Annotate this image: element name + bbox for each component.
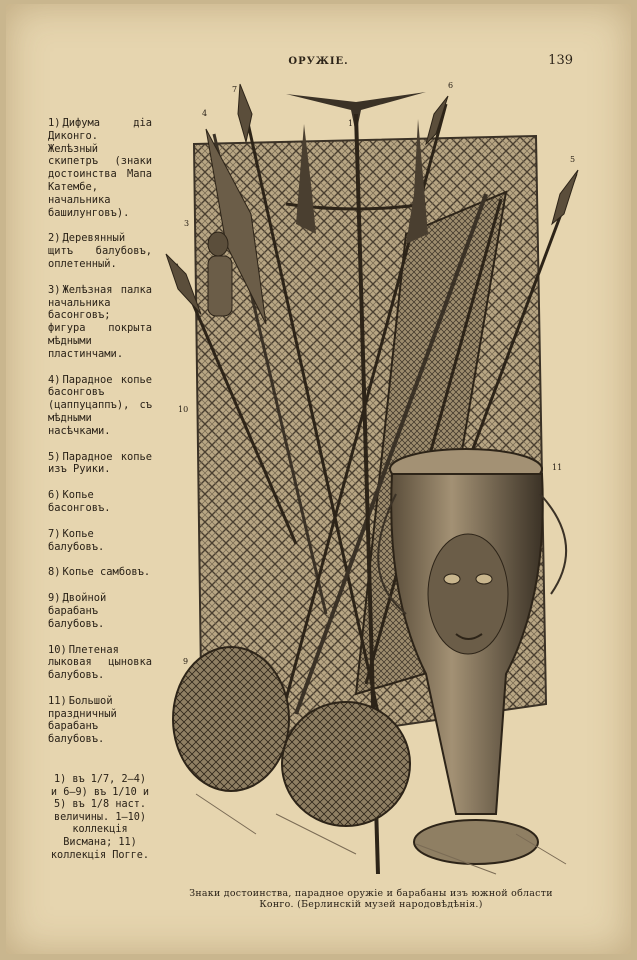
legend-text: Копье балубовъ. xyxy=(48,527,105,553)
legend-number: 7) xyxy=(48,527,61,540)
book-page xyxy=(6,4,631,954)
figure-label-1: 1 xyxy=(348,119,354,128)
legend-number: 2) xyxy=(48,232,61,245)
drum-base xyxy=(414,820,538,864)
legend-text: Парадное копье изъ Руики. xyxy=(48,450,152,476)
legend-item xyxy=(48,528,152,554)
figure-label-11: 11 xyxy=(552,463,563,472)
figure-label-5: 5 xyxy=(570,155,576,164)
legend-text: Двойной барабанъ балубовъ. xyxy=(48,592,107,630)
legend-item xyxy=(48,644,152,682)
double-drum-right xyxy=(282,702,410,826)
legend-text: Желѣзная палка начальника басонговъ; фигура покрыта мѣдными пластинчами. xyxy=(48,283,152,360)
figure-label-9: 9 xyxy=(183,657,189,666)
legend-text: Копье басонговъ. xyxy=(48,489,111,514)
legend-item xyxy=(48,117,152,219)
spear-head-5 xyxy=(552,170,578,224)
running-header: ОРУЖІЕ. xyxy=(288,56,349,67)
legend-number: 3) xyxy=(48,283,61,296)
figure-label-3: 3 xyxy=(184,219,190,228)
legend-item xyxy=(48,232,152,270)
legend-item xyxy=(48,451,152,477)
legend-item xyxy=(48,695,152,746)
figure-label-7: 7 xyxy=(232,85,238,94)
figurine-body xyxy=(208,256,232,316)
caption-line-1: Знаки достоинства, парадное оружіе и барабаны изъ южной области xyxy=(189,888,553,899)
legend-text: Деревянный щитъ балубовъ, оплетенный. xyxy=(48,232,152,270)
legend-number: 5) xyxy=(48,450,61,463)
legend-item xyxy=(48,374,152,438)
carved-eye-right xyxy=(476,574,492,584)
carved-face xyxy=(428,534,508,654)
legend-number: 4) xyxy=(48,373,61,386)
engraving-illustration xyxy=(156,74,586,886)
legend-number: 10) xyxy=(48,643,67,656)
legend-number: 8) xyxy=(48,566,61,579)
legend-text: Копье самбовъ. xyxy=(62,566,151,579)
legend-number: 11) xyxy=(48,694,67,707)
legend-text: Большой праздничный барабанъ балубовъ. xyxy=(48,694,117,746)
legend-text: Плетеная лыковая цыновка балубовъ. xyxy=(48,643,152,682)
figure-legend xyxy=(48,117,152,759)
caption-line-2: Конго. (Берлинскій музей народовѣдѣнія.) xyxy=(259,899,483,910)
figure-label-6: 6 xyxy=(448,81,454,90)
legend-text: Дифума діа Диконго. Желѣзный скипетръ (знаки достоинства Мапа Катембе, начальника башилунговъ). xyxy=(48,117,152,219)
figurine-head xyxy=(208,232,228,256)
figure-caption xyxy=(166,888,576,910)
legend-item xyxy=(48,592,152,630)
double-drum-left xyxy=(173,647,289,791)
legend-item xyxy=(48,566,152,579)
legend-text: Парадное копье басонговъ (цаппуцаппъ), съ мѣдными насѣчками. xyxy=(48,373,152,437)
legend-number: 6) xyxy=(48,489,61,502)
carved-eye-left xyxy=(444,574,460,584)
legend-number: 1) xyxy=(48,117,61,129)
page-number: 139 xyxy=(548,53,573,68)
figure-label-10: 10 xyxy=(178,405,189,414)
legend-item xyxy=(48,489,152,515)
legend-number: 9) xyxy=(48,592,61,605)
scale-footnote: 1) въ 1/7, 2—4) и 6—9) въ 1/10 и 5) въ 1/8 наст. величины. 1—10) коллекція Висмана; 11) коллекція Погге. xyxy=(50,774,150,861)
legend-item xyxy=(48,284,152,361)
figure-label-4: 4 xyxy=(202,109,208,118)
